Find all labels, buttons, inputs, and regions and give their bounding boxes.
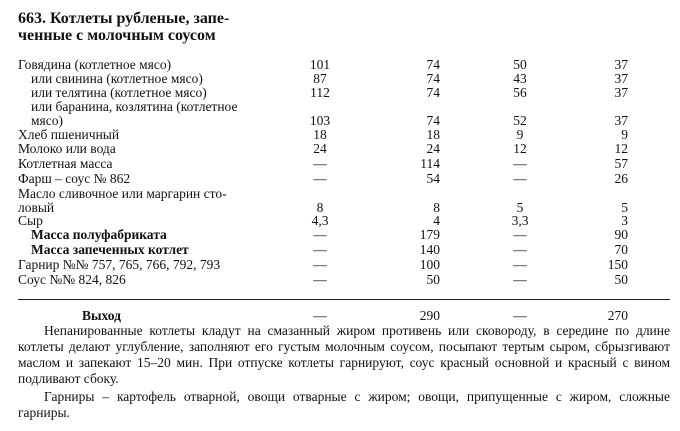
ingredient-label: Говядина (котлетное мясо): [18, 57, 172, 72]
output-net-2: 270: [607, 308, 628, 323]
table-row: [0, 186, 680, 201]
table-row: [0, 85, 680, 100]
gross-weight-1: 101: [309, 57, 331, 72]
gross-weight-1: 4,3: [311, 213, 329, 228]
gross-weight-1: 24: [313, 141, 327, 156]
gross-weight-1: 87: [313, 71, 327, 86]
net-weight-2: 90: [614, 227, 628, 242]
ingredient-label: или баранина, козлятина (котлетное: [31, 99, 238, 114]
gross-weight-2: —: [513, 171, 527, 186]
gross-weight-2: 5: [516, 200, 524, 215]
gross-weight-2: —: [513, 242, 527, 257]
ingredient-label: Хлеб пшеничный: [18, 127, 120, 142]
net-weight-1: 74: [426, 57, 440, 72]
gross-weight-1: —: [313, 227, 327, 242]
ingredient-label: мясо): [31, 113, 63, 128]
ingredient-label: ловый: [18, 200, 55, 215]
gross-weight-2: 52: [513, 113, 527, 128]
net-weight-2: 3: [621, 213, 628, 228]
ingredient-label: Масло сливочное или маргарин сто-: [18, 186, 227, 201]
gross-weight-1: —: [313, 272, 327, 287]
output-net-1: 290: [419, 308, 440, 323]
net-weight-1: 74: [426, 113, 440, 128]
net-weight-2: 26: [614, 171, 628, 186]
net-weight-2: 50: [614, 272, 628, 287]
recipe-title-line-1: 663. Котлеты рубленые, запе-: [18, 10, 230, 27]
net-weight-2: 37: [614, 113, 628, 128]
ingredient-label: Масса полуфабриката: [31, 227, 167, 242]
net-weight-2: 37: [614, 85, 628, 100]
net-weight-1: 140: [419, 242, 440, 257]
recipe-title-line-2: ченные с молочным соусом: [18, 27, 216, 44]
gross-weight-1: —: [313, 171, 327, 186]
net-weight-2: 37: [614, 71, 628, 86]
net-weight-1: 18: [426, 127, 440, 142]
gross-weight-2: —: [513, 227, 527, 242]
table-divider: [18, 299, 670, 300]
output-gross-1: —: [313, 308, 327, 323]
net-weight-2: 12: [614, 141, 628, 156]
net-weight-1: 54: [426, 171, 440, 186]
table-row: [0, 71, 680, 86]
gross-weight-1: 103: [309, 113, 331, 128]
net-weight-2: 9: [621, 127, 628, 142]
output-label: Выход: [82, 308, 121, 323]
net-weight-1: 114: [420, 156, 440, 171]
gross-weight-2: 56: [513, 85, 527, 100]
ingredient-label: Гарнир №№ 757, 765, 766, 792, 793: [18, 257, 221, 272]
gross-weight-1: —: [313, 257, 327, 272]
net-weight-1: 24: [426, 141, 440, 156]
ingredient-label: Котлетная масса: [18, 156, 113, 171]
net-weight-2: 57: [614, 156, 628, 171]
gross-weight-1: 18: [313, 127, 327, 142]
net-weight-2: 5: [621, 200, 628, 215]
gross-weight-1: —: [313, 242, 327, 257]
net-weight-2: 37: [614, 57, 628, 72]
table-row: [0, 213, 680, 228]
net-weight-1: 50: [426, 272, 440, 287]
ingredient-label: или телятина (котлетное мясо): [31, 85, 207, 100]
ingredient-label: Масса запеченных котлет: [31, 242, 189, 257]
net-weight-2: 70: [614, 242, 628, 257]
ingredient-label: Молоко или вода: [18, 141, 116, 156]
ingredient-label: Фарш – соус № 862: [18, 171, 131, 186]
net-weight-1: 8: [433, 200, 440, 215]
gross-weight-1: 8: [316, 200, 324, 215]
table-row: [0, 156, 680, 171]
net-weight-1: 4: [433, 213, 440, 228]
net-weight-2: 150: [607, 257, 628, 272]
gross-weight-2: 12: [513, 141, 527, 156]
table-row: [0, 141, 680, 156]
preparation-paragraph: Непанированные котлеты кладут на смазанный жиром противень или сковороду, в середине по длине котлеты делают углубление, заполняют его густым молочным соусом, посыпают тертым сыром, сбрызгивают маслом и запекают 15–20 мин. При отпуске котлеты гарнируют, соус красный основной и красный с вином подливают сбоку.: [18, 323, 670, 386]
output-row: [0, 308, 680, 323]
gross-weight-2: 43: [513, 71, 527, 86]
net-weight-1: 74: [426, 85, 440, 100]
garnish-paragraph: Гарниры – картофель отварной, овощи отварные с жиром; овощи, припущенные с жиром, сложные гарниры.: [18, 389, 670, 420]
ingredient-label: или свинина (котлетное мясо): [31, 71, 203, 86]
ingredient-label: Сыр: [18, 213, 43, 228]
table-row: [0, 242, 680, 257]
gross-weight-1: 112: [310, 85, 330, 100]
table-row: [0, 127, 680, 142]
table-row: [0, 113, 680, 128]
ingredient-label: Соус №№ 824, 826: [18, 272, 126, 287]
net-weight-1: 74: [426, 71, 440, 86]
net-weight-1: 100: [419, 257, 440, 272]
table-row: [0, 227, 680, 242]
output-gross-2: —: [513, 308, 527, 323]
table-row: [0, 257, 680, 272]
net-weight-1: 179: [419, 227, 440, 242]
recipe-title: [18, 10, 278, 44]
gross-weight-2: 3,3: [511, 213, 529, 228]
gross-weight-2: —: [513, 156, 527, 171]
gross-weight-2: 9: [516, 127, 524, 142]
table-row: [0, 272, 680, 287]
table-row: [0, 171, 680, 186]
table-row: [0, 57, 680, 72]
gross-weight-2: 50: [513, 57, 527, 72]
gross-weight-2: —: [513, 257, 527, 272]
table-row: [0, 99, 680, 114]
gross-weight-1: —: [313, 156, 327, 171]
gross-weight-2: —: [513, 272, 527, 287]
